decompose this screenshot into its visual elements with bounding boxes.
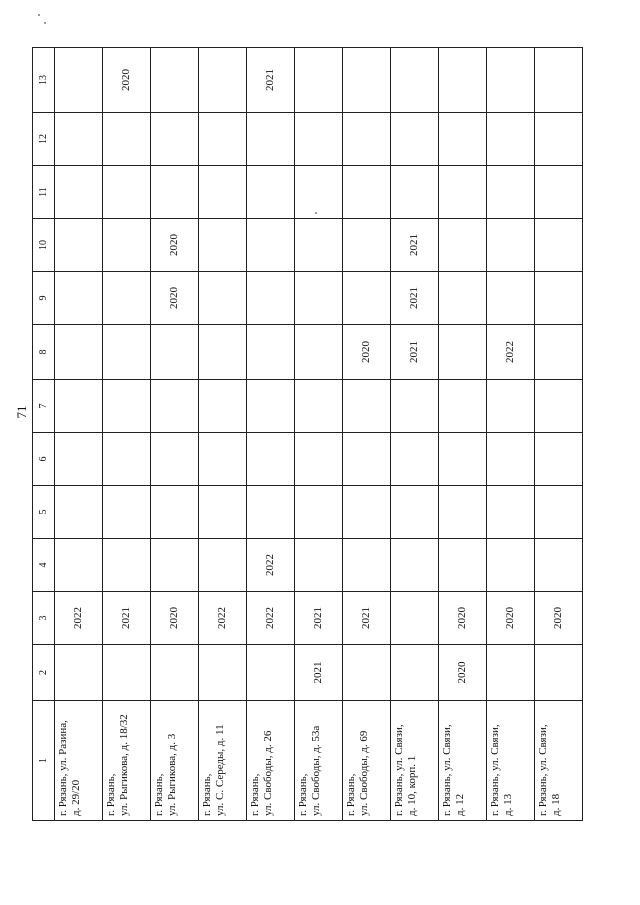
year-cell-13: [439, 48, 487, 113]
year-cell-5: [487, 486, 535, 539]
column-header-13: 13: [33, 48, 55, 113]
year-cell-9: [295, 272, 343, 325]
year-cell-8: [535, 325, 583, 380]
address-cell: г. Рязань, ул. Разина, д. 29/20: [55, 701, 103, 821]
page-number: 71: [14, 405, 29, 419]
year-cell-11: [55, 166, 103, 219]
year-cell-7: [343, 380, 391, 433]
year-cell-4: [199, 539, 247, 592]
column-header-5: 5: [33, 486, 55, 539]
year-cell-12: [391, 113, 439, 166]
year-cell-7: [439, 380, 487, 433]
year-cell-4: [439, 539, 487, 592]
year-cell-7: [247, 380, 295, 433]
column-header-10: 10: [33, 219, 55, 272]
year-cell-3: 2020: [535, 592, 583, 645]
table-row: [151, 48, 199, 821]
year-cell-5: [391, 486, 439, 539]
year-cell-4: [151, 539, 199, 592]
header-row: [33, 48, 55, 821]
year-cell-8: [151, 325, 199, 380]
table-row: [535, 48, 583, 821]
year-cell-13: [199, 48, 247, 113]
year-cell-11: [151, 166, 199, 219]
year-cell-4: 2022: [247, 539, 295, 592]
year-cell-4: [535, 539, 583, 592]
table-row: [439, 48, 487, 821]
year-cell-9: [343, 272, 391, 325]
year-cell-5: [199, 486, 247, 539]
year-cell-6: [103, 433, 151, 486]
year-cell-8: 2021: [391, 325, 439, 380]
year-cell-6: [199, 433, 247, 486]
year-cell-6: [391, 433, 439, 486]
address-cell: г. Рязань, ул. Связи, д. 13: [487, 701, 535, 821]
year-cell-13: [55, 48, 103, 113]
year-cell-13: 2020: [103, 48, 151, 113]
year-cell-3: 2022: [247, 592, 295, 645]
table-row: [103, 48, 151, 821]
year-cell-12: [55, 113, 103, 166]
column-header-1: 1: [33, 701, 55, 821]
year-cell-4: [487, 539, 535, 592]
table-container: [32, 48, 564, 821]
year-cell-9: [439, 272, 487, 325]
year-cell-9: [55, 272, 103, 325]
year-cell-6: [535, 433, 583, 486]
year-cell-7: [151, 380, 199, 433]
year-cell-3: 2020: [151, 592, 199, 645]
year-cell-5: [439, 486, 487, 539]
year-cell-10: 2021: [391, 219, 439, 272]
scan-speck: [44, 22, 46, 24]
year-cell-8: [199, 325, 247, 380]
year-cell-11: [247, 166, 295, 219]
year-cell-9: [487, 272, 535, 325]
year-cell-11: [103, 166, 151, 219]
address-cell: г. Рязань, ул. Свободы, д. 26: [247, 701, 295, 821]
year-cell-8: 2022: [487, 325, 535, 380]
table-row: [343, 48, 391, 821]
year-cell-7: [103, 380, 151, 433]
year-cell-4: [391, 539, 439, 592]
year-cell-7: [535, 380, 583, 433]
year-cell-10: [295, 219, 343, 272]
year-cell-2: [535, 645, 583, 701]
year-cell-5: [55, 486, 103, 539]
year-cell-2: [487, 645, 535, 701]
year-cell-2: [103, 645, 151, 701]
year-cell-7: [55, 380, 103, 433]
year-cell-9: [199, 272, 247, 325]
address-cell: г. Рязань, ул. С. Середы, д. 11: [199, 701, 247, 821]
year-cell-3: 2021: [295, 592, 343, 645]
year-cell-4: [55, 539, 103, 592]
year-cell-7: [295, 380, 343, 433]
year-cell-8: 2020: [343, 325, 391, 380]
year-cell-13: [487, 48, 535, 113]
year-cell-3: [391, 592, 439, 645]
schedule-table: [32, 47, 583, 821]
year-cell-10: [535, 219, 583, 272]
year-cell-6: [55, 433, 103, 486]
year-cell-2: [247, 645, 295, 701]
year-cell-12: [247, 113, 295, 166]
year-cell-6: [343, 433, 391, 486]
year-cell-7: [391, 380, 439, 433]
column-header-2: 2: [33, 645, 55, 701]
year-cell-12: [199, 113, 247, 166]
year-cell-12: [103, 113, 151, 166]
table-row: [295, 48, 343, 821]
year-cell-12: [151, 113, 199, 166]
year-cell-8: [103, 325, 151, 380]
year-cell-11: [295, 166, 343, 219]
year-cell-10: [247, 219, 295, 272]
year-cell-2: [199, 645, 247, 701]
year-cell-13: [295, 48, 343, 113]
column-header-11: 11: [33, 166, 55, 219]
year-cell-5: [103, 486, 151, 539]
year-cell-12: [487, 113, 535, 166]
address-cell: г. Рязань, ул. Связи, д. 12: [439, 701, 487, 821]
year-cell-4: [343, 539, 391, 592]
year-cell-3: 2022: [199, 592, 247, 645]
year-cell-11: [535, 166, 583, 219]
scan-speck: [38, 14, 40, 16]
year-cell-6: [151, 433, 199, 486]
column-header-7: 7: [33, 380, 55, 433]
address-cell: г. Рязань, ул. Связи, д. 18: [535, 701, 583, 821]
year-cell-3: 2021: [103, 592, 151, 645]
year-cell-5: [343, 486, 391, 539]
year-cell-12: [535, 113, 583, 166]
column-header-3: 3: [33, 592, 55, 645]
year-cell-13: [391, 48, 439, 113]
year-cell-10: [199, 219, 247, 272]
year-cell-3: 2021: [343, 592, 391, 645]
year-cell-8: [55, 325, 103, 380]
year-cell-9: 2021: [391, 272, 439, 325]
column-header-6: 6: [33, 433, 55, 486]
year-cell-6: [247, 433, 295, 486]
year-cell-5: [151, 486, 199, 539]
year-cell-11: [343, 166, 391, 219]
year-cell-10: [55, 219, 103, 272]
year-cell-9: 2020: [151, 272, 199, 325]
address-cell: г. Рязань, ул. Рыгикова, д. 18/32: [103, 701, 151, 821]
year-cell-5: [295, 486, 343, 539]
year-cell-6: [439, 433, 487, 486]
year-cell-9: [103, 272, 151, 325]
year-cell-12: [343, 113, 391, 166]
year-cell-11: [487, 166, 535, 219]
year-cell-10: [439, 219, 487, 272]
year-cell-12: [295, 113, 343, 166]
scan-speck: [315, 212, 317, 214]
table-row: [55, 48, 103, 821]
year-cell-3: 2020: [439, 592, 487, 645]
year-cell-9: [535, 272, 583, 325]
year-cell-13: 2021: [247, 48, 295, 113]
address-cell: г. Рязань, ул. Свободы, д. 53а: [295, 701, 343, 821]
address-cell: г. Рязань, ул. Связи, д. 10, корп. 1: [391, 701, 439, 821]
year-cell-2: [151, 645, 199, 701]
column-header-12: 12: [33, 113, 55, 166]
table-row: [487, 48, 535, 821]
year-cell-8: [439, 325, 487, 380]
year-cell-7: [199, 380, 247, 433]
year-cell-7: [487, 380, 535, 433]
table-row: [391, 48, 439, 821]
year-cell-6: [487, 433, 535, 486]
year-cell-3: 2022: [55, 592, 103, 645]
address-cell: г. Рязань, ул. Рыгикова, д. 3: [151, 701, 199, 821]
year-cell-2: 2021: [295, 645, 343, 701]
column-header-8: 8: [33, 325, 55, 380]
year-cell-10: [343, 219, 391, 272]
year-cell-8: [247, 325, 295, 380]
year-cell-9: [247, 272, 295, 325]
year-cell-10: [487, 219, 535, 272]
address-cell: г. Рязань, ул. Свободы, д. 69: [343, 701, 391, 821]
year-cell-3: 2020: [487, 592, 535, 645]
year-cell-11: [391, 166, 439, 219]
year-cell-4: [103, 539, 151, 592]
year-cell-13: [343, 48, 391, 113]
table-row: [199, 48, 247, 821]
year-cell-11: [199, 166, 247, 219]
year-cell-2: [55, 645, 103, 701]
year-cell-6: [295, 433, 343, 486]
column-header-4: 4: [33, 539, 55, 592]
year-cell-2: [343, 645, 391, 701]
year-cell-5: [535, 486, 583, 539]
year-cell-11: [439, 166, 487, 219]
year-cell-8: [295, 325, 343, 380]
year-cell-10: [103, 219, 151, 272]
year-cell-5: [247, 486, 295, 539]
table-row: [247, 48, 295, 821]
year-cell-13: [151, 48, 199, 113]
year-cell-12: [439, 113, 487, 166]
year-cell-2: [391, 645, 439, 701]
year-cell-4: [295, 539, 343, 592]
year-cell-13: [535, 48, 583, 113]
table-body: [55, 48, 583, 821]
year-cell-10: 2020: [151, 219, 199, 272]
year-cell-2: 2020: [439, 645, 487, 701]
column-header-9: 9: [33, 272, 55, 325]
